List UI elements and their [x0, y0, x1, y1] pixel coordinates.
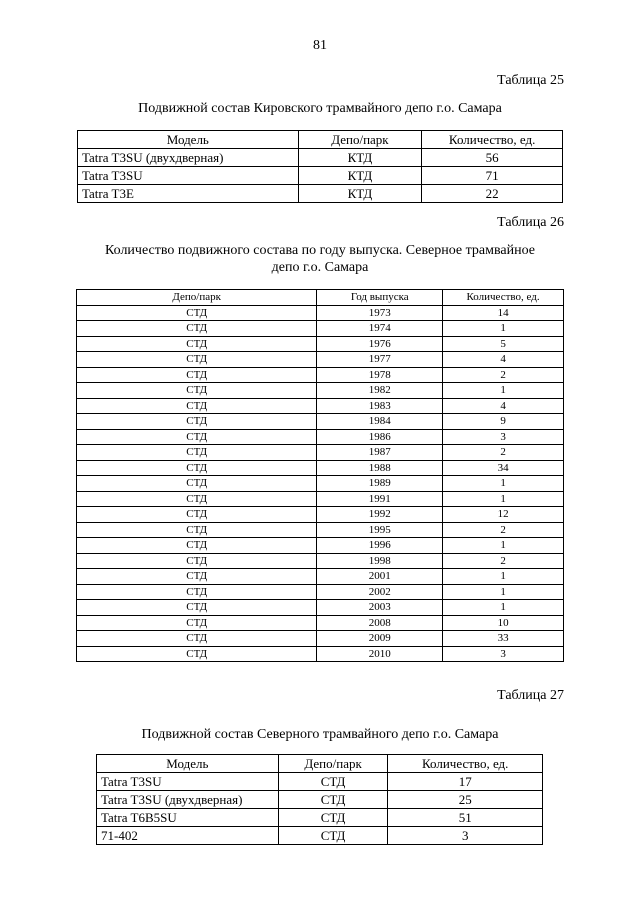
count-cell: 1 — [443, 476, 564, 492]
year-cell: 2001 — [317, 569, 443, 585]
model-cell: 71-402 — [97, 827, 279, 845]
count-cell: 22 — [422, 185, 563, 203]
depot-cell: СТД — [77, 460, 317, 476]
count-cell: 1 — [443, 600, 564, 616]
table27-header: Депо/парк — [278, 755, 388, 773]
count-cell: 1 — [443, 584, 564, 600]
year-cell: 1991 — [317, 491, 443, 507]
depot-cell: СТД — [77, 305, 317, 321]
table-row — [78, 149, 563, 167]
count-cell: 1 — [443, 569, 564, 585]
depot-cell: СТД — [77, 631, 317, 647]
table-row — [77, 305, 564, 321]
model-cell: Tatra T6B5SU — [97, 809, 279, 827]
year-cell: 2003 — [317, 600, 443, 616]
year-cell: 1995 — [317, 522, 443, 538]
table-row — [77, 631, 564, 647]
page-number: 81 — [313, 38, 327, 53]
year-cell: 1987 — [317, 445, 443, 461]
count-cell: 3 — [443, 646, 564, 662]
table-row — [78, 167, 563, 185]
count-cell: 1 — [443, 491, 564, 507]
depot-cell: СТД — [77, 445, 317, 461]
depot-cell: СТД — [77, 414, 317, 430]
count-cell: 2 — [443, 522, 564, 538]
table-row — [77, 398, 564, 414]
table27-label: Таблица 27 — [497, 688, 564, 703]
depot-cell: СТД — [77, 553, 317, 569]
table-row — [97, 791, 543, 809]
count-cell: 9 — [443, 414, 564, 430]
count-cell: 3 — [443, 429, 564, 445]
table-row — [77, 491, 564, 507]
model-cell: Tatra T3SU — [97, 773, 279, 791]
model-cell: Tatra T3E — [78, 185, 299, 203]
table25 — [77, 130, 563, 203]
depot-cell: СТД — [77, 522, 317, 538]
table-row — [77, 553, 564, 569]
depot-cell: СТД — [77, 321, 317, 337]
table26-header: Количество, ед. — [443, 290, 564, 306]
year-cell: 1992 — [317, 507, 443, 523]
table26-header-row — [77, 290, 564, 306]
table-row — [97, 827, 543, 845]
year-cell: 1977 — [317, 352, 443, 368]
table27-header: Количество, ед. — [388, 755, 543, 773]
year-cell: 2010 — [317, 646, 443, 662]
count-cell: 25 — [388, 791, 543, 809]
table-row — [77, 522, 564, 538]
table-row — [77, 569, 564, 585]
year-cell: 1998 — [317, 553, 443, 569]
depot-cell: КТД — [298, 167, 422, 185]
count-cell: 5 — [443, 336, 564, 352]
year-cell: 1974 — [317, 321, 443, 337]
table-row — [77, 445, 564, 461]
count-cell: 1 — [443, 538, 564, 554]
table-row — [77, 584, 564, 600]
depot-cell: СТД — [77, 429, 317, 445]
year-cell: 2002 — [317, 584, 443, 600]
depot-cell: СТД — [77, 600, 317, 616]
model-cell: Tatra T3SU — [78, 167, 299, 185]
table-row — [97, 773, 543, 791]
table27-title: Подвижной состав Северного трамвайного депо г.о. Самара — [141, 727, 499, 742]
year-cell: 1978 — [317, 367, 443, 383]
count-cell: 4 — [443, 352, 564, 368]
table27-header-row — [97, 755, 543, 773]
year-cell: 2008 — [317, 615, 443, 631]
table-row — [77, 646, 564, 662]
depot-cell: СТД — [77, 584, 317, 600]
table26-label: Таблица 26 — [497, 215, 564, 230]
depot-cell: СТД — [278, 809, 388, 827]
table27-header: Модель — [97, 755, 279, 773]
depot-cell: СТД — [77, 352, 317, 368]
table-row — [77, 352, 564, 368]
year-cell: 1986 — [317, 429, 443, 445]
year-cell: 1996 — [317, 538, 443, 554]
year-cell: 1983 — [317, 398, 443, 414]
depot-cell: СТД — [278, 791, 388, 809]
year-cell: 1984 — [317, 414, 443, 430]
year-cell: 1988 — [317, 460, 443, 476]
table-row — [97, 809, 543, 827]
table-row — [77, 336, 564, 352]
count-cell: 1 — [443, 321, 564, 337]
year-cell: 2009 — [317, 631, 443, 647]
table25-title: Подвижной состав Кировского трамвайного депо г.о. Самара — [138, 101, 502, 116]
count-cell: 4 — [443, 398, 564, 414]
count-cell: 34 — [443, 460, 564, 476]
depot-cell: СТД — [77, 491, 317, 507]
depot-cell: СТД — [77, 367, 317, 383]
table25-header: Депо/парк — [298, 131, 422, 149]
table-row — [77, 476, 564, 492]
model-cell: Tatra T3SU (двухдверная) — [78, 149, 299, 167]
depot-cell: СТД — [77, 569, 317, 585]
table-row — [78, 185, 563, 203]
table-row — [77, 507, 564, 523]
table-row — [77, 383, 564, 399]
count-cell: 10 — [443, 615, 564, 631]
count-cell: 3 — [388, 827, 543, 845]
table-row — [77, 538, 564, 554]
count-cell: 2 — [443, 553, 564, 569]
table25-header-row — [78, 131, 563, 149]
table-row — [77, 600, 564, 616]
depot-cell: СТД — [77, 615, 317, 631]
table-row — [77, 367, 564, 383]
table26 — [76, 289, 564, 662]
depot-cell: СТД — [77, 538, 317, 554]
count-cell: 1 — [443, 383, 564, 399]
depot-cell: СТД — [77, 476, 317, 492]
table25-header: Модель — [78, 131, 299, 149]
count-cell: 17 — [388, 773, 543, 791]
table26-title-line2: депо г.о. Самара — [271, 260, 369, 275]
table-row — [77, 321, 564, 337]
table-row — [77, 460, 564, 476]
table-row — [77, 429, 564, 445]
table25-header: Количество, ед. — [422, 131, 563, 149]
year-cell: 1976 — [317, 336, 443, 352]
count-cell: 2 — [443, 445, 564, 461]
count-cell: 12 — [443, 507, 564, 523]
table26-header: Год выпуска — [317, 290, 443, 306]
depot-cell: СТД — [77, 646, 317, 662]
depot-cell: СТД — [77, 507, 317, 523]
depot-cell: СТД — [77, 336, 317, 352]
table25-label: Таблица 25 — [497, 73, 564, 88]
count-cell: 71 — [422, 167, 563, 185]
count-cell: 56 — [422, 149, 563, 167]
depot-cell: СТД — [77, 383, 317, 399]
count-cell: 14 — [443, 305, 564, 321]
count-cell: 51 — [388, 809, 543, 827]
depot-cell: КТД — [298, 185, 422, 203]
year-cell: 1973 — [317, 305, 443, 321]
table26-title-line1: Количество подвижного состава по году выпуска. Северное трамвайное — [104, 243, 536, 258]
year-cell: 1982 — [317, 383, 443, 399]
year-cell: 1989 — [317, 476, 443, 492]
table27 — [96, 754, 543, 845]
depot-cell: СТД — [77, 398, 317, 414]
depot-cell: СТД — [278, 773, 388, 791]
table-row — [77, 414, 564, 430]
table-row — [77, 615, 564, 631]
count-cell: 33 — [443, 631, 564, 647]
table26-header: Депо/парк — [77, 290, 317, 306]
model-cell: Tatra T3SU (двухдверная) — [97, 791, 279, 809]
depot-cell: СТД — [278, 827, 388, 845]
depot-cell: КТД — [298, 149, 422, 167]
count-cell: 2 — [443, 367, 564, 383]
